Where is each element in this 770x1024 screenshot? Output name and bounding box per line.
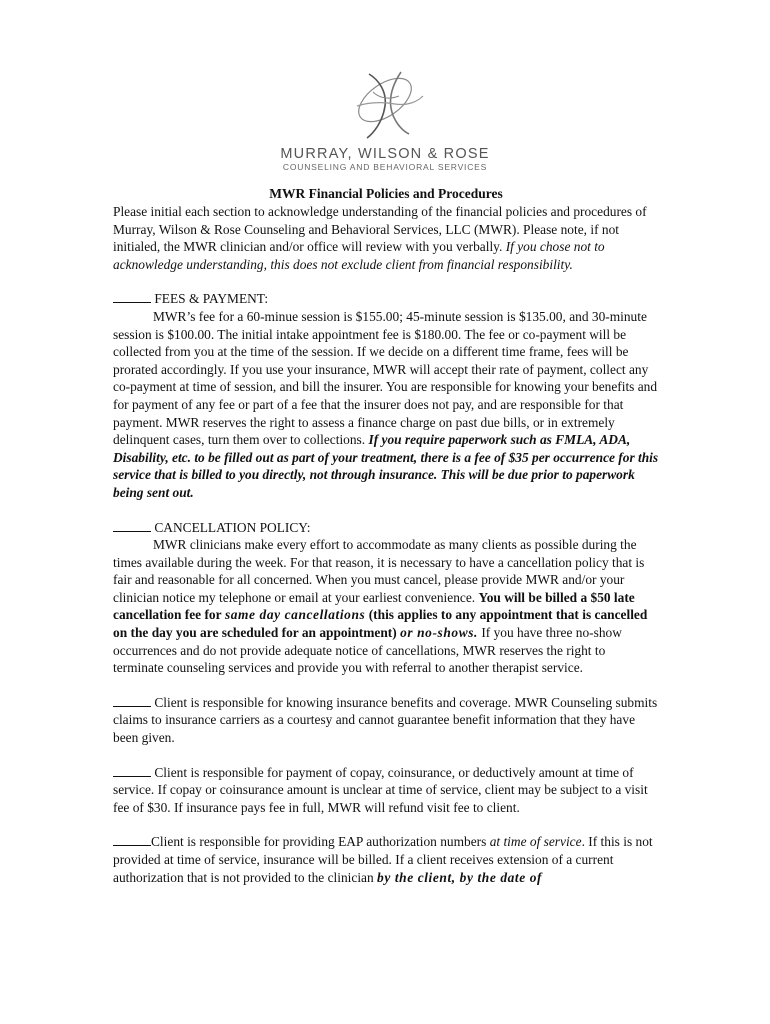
insurance-text: Client is responsible for knowing insurance benefits and coverage. MWR Counseling submits claims to insurance carriers as a courtesy and cannot guarantee benefit information that they have been given.	[113, 694, 658, 746]
document-title: MWR Financial Policies and Procedures	[269, 186, 503, 201]
logo-company-subtitle: COUNSELING AND BEHAVIORAL SERVICES	[282, 162, 488, 172]
cancellation-no-shows: or no-shows.	[400, 625, 478, 641]
cancellation-fee-notice: You will be billed a $50 late cancellation fee for	[113, 589, 635, 623]
section-insurance-benefits	[113, 694, 659, 747]
logo-emblem-icon	[339, 62, 431, 144]
insurance-paragraph	[113, 694, 659, 747]
company-logo	[280, 62, 490, 174]
copay-text: Client is responsible for payment of copay, coinsurance, or deductively amount at time of service. If copay or coinsurance amount is unclear at time of service, client may be subject to a visit fee of $30. If insurance pays fee in full, MWR will refund visit fee to client.	[113, 764, 648, 815]
cancellation-heading-row	[113, 519, 659, 537]
fees-heading: FEES & PAYMENT:	[154, 291, 269, 307]
cancellation-same-day: same day cancellations	[224, 607, 366, 623]
cancellation-applies-note: (this applies to any appointment that is cancelled on the day you are scheduled for an appointment)	[113, 607, 648, 641]
initial-blank-eap[interactable]	[113, 833, 151, 846]
eap-paragraph	[113, 833, 659, 886]
cancellation-body: MWR clinicians make every effort to accommodate as many clients as possible during the times available during the week. For that reason, it is necessary to have a cancellation policy that is fair and reasonable for all concerned. When you must cancel, please provide MWR and/or your clinician notice my telephone or email at your earliest convenience.	[113, 537, 645, 605]
section-cancellation-policy	[113, 519, 659, 677]
intro-text: Please initial each section to acknowledge understanding of the financial policies and procedures of Murray, Wilson & Rose Counseling and Behavioral Services, LLC (MWR). Please note, if not initialed, the MWR clinician and/or office will review with you verbally.	[113, 204, 647, 255]
cancellation-paragraph	[113, 536, 659, 677]
eap-by-client: by the client, by the date of	[377, 869, 543, 885]
document-body	[113, 185, 659, 886]
intro-italic-note: If you chose not to acknowledge understanding, this does not exclude client from financial responsibility.	[113, 239, 605, 272]
initial-blank-cancellation[interactable]	[113, 519, 151, 532]
fees-paperwork-notice: If you require paperwork such as FMLA, ADA, Disability, etc. to be filled out as part of your treatment, there is a fee of $35 per occurrence for this service that is billed to you directly, not through insurance. This will be due prior to paperwork being sent out.	[113, 432, 659, 500]
eap-time-of-service: at time of service	[489, 834, 582, 850]
fees-body: MWR’s fee for a 60-minue session is $155.00; 45-minute session is $135.00, and 30-minute session is $100.00. The initial intake appointment fee is $180.00. The fee or co-payment will be collected from you at the time of the session. If we decide on a different time frame, fees will be prorated accordingly. If you use your insurance, MWR will accept their rate of payment, collect any co-payment at time of session, and bill the insurer. You are responsible for knowing your benefits and for payment of any fee or part of a fee that the insurer does not pay, and are responsible for that payment. MWR reserves the right to assess a finance charge on past due bills, or in extremely delinquent cases, turn them over to collections.	[113, 308, 658, 448]
cancellation-heading: CANCELLATION POLICY:	[154, 519, 311, 535]
section-eap-authorization	[113, 833, 659, 886]
initial-blank-copay[interactable]	[113, 764, 151, 777]
section-fees-payment	[113, 290, 659, 501]
eap-text-2: . If this is not provided at time of service, insurance will be billed. If a client receives extension of a current authorization that is not provided to the clinician	[113, 834, 653, 885]
initial-blank-insurance[interactable]	[113, 694, 151, 707]
eap-text-1: Client is responsible for providing EAP authorization numbers	[151, 834, 487, 850]
cancellation-tail: If you have three no-show occurrences and do not provide adequate notice of cancellations, MWR reserves the right to terminate counseling services and provide you with referral to another therapist service.	[113, 625, 622, 676]
logo-company-name: MURRAY, WILSON & ROSE	[280, 146, 490, 162]
fees-heading-row	[113, 290, 659, 308]
section-copay	[113, 764, 659, 817]
fees-paragraph	[113, 308, 659, 502]
copay-paragraph	[113, 764, 659, 817]
initial-blank-fees[interactable]	[113, 290, 151, 303]
intro-paragraph	[113, 203, 659, 273]
